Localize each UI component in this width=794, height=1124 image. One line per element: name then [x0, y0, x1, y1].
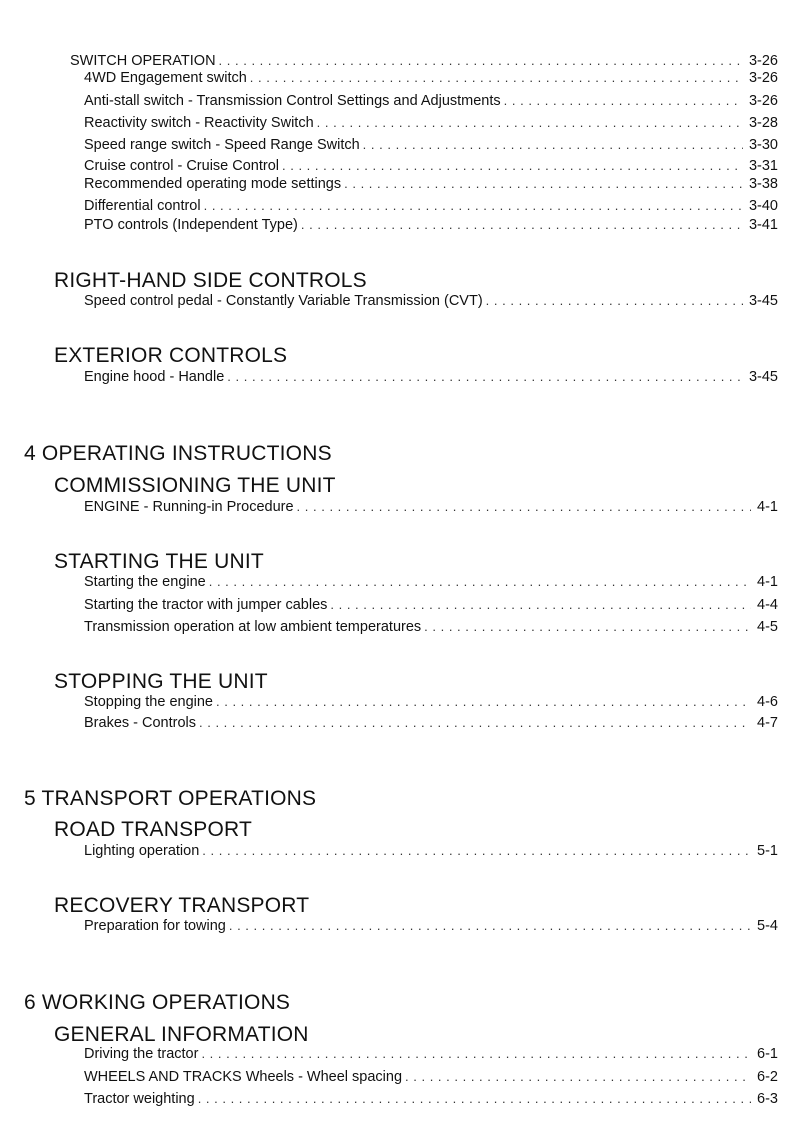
dot-leader [317, 114, 743, 132]
toc-entry[interactable] [84, 917, 778, 935]
toc-entry[interactable] [84, 197, 778, 215]
dot-leader [504, 92, 743, 110]
toc-entry-page: 3-26 [748, 53, 778, 69]
toc-entry-page: 6-3 [757, 1091, 778, 1107]
toc-entry-page: 4-1 [757, 499, 778, 515]
toc-entry-label: Preparation for towing [84, 918, 226, 934]
dot-leader [405, 1068, 751, 1086]
toc-entry[interactable] [84, 216, 778, 234]
toc-entry-label: PTO controls (Independent Type) [84, 217, 298, 233]
toc-entry[interactable] [84, 175, 778, 193]
toc-entry-label: Reactivity switch - Reactivity Switch [84, 115, 314, 131]
section-heading-exterior-controls: EXTERIOR CONTROLS [54, 344, 288, 367]
toc-entry[interactable] [84, 1090, 778, 1108]
dot-leader [344, 175, 743, 193]
dot-leader [219, 52, 743, 70]
toc-entry-label: Speed range switch - Speed Range Switch [84, 137, 360, 153]
toc-entry-label: Stopping the engine [84, 694, 213, 710]
toc-entry[interactable] [84, 618, 778, 636]
toc-entry-page: 3-26 [748, 93, 778, 109]
toc-entry-page: 3-26 [748, 70, 778, 86]
dot-leader [363, 136, 743, 154]
toc-entry-page: 4-7 [757, 715, 778, 731]
dot-leader [282, 157, 743, 175]
toc-entry[interactable] [84, 368, 778, 386]
dot-leader [227, 368, 743, 386]
dot-leader [424, 618, 751, 636]
toc-entry[interactable] [84, 498, 778, 516]
section-heading-stopping: STOPPING THE UNIT [54, 670, 268, 693]
toc-entry-switch-operation[interactable] [70, 52, 778, 70]
chapter-heading-5: 5 TRANSPORT OPERATIONS [24, 787, 317, 810]
chapter-heading-4: 4 OPERATING INSTRUCTIONS [24, 442, 332, 465]
dot-leader [201, 1045, 751, 1063]
toc-entry[interactable] [84, 157, 778, 175]
toc-entry-label: Recommended operating mode settings [84, 176, 342, 192]
toc-entry[interactable] [84, 1045, 778, 1063]
toc-entry-page: 6-2 [757, 1069, 778, 1085]
toc-entry-page: 3-40 [748, 198, 778, 214]
section-heading-road-transport: ROAD TRANSPORT [54, 818, 253, 841]
toc-entry-label: Transmission operation at low ambient temperatures [84, 619, 422, 635]
toc-entry[interactable] [84, 69, 778, 87]
toc-entry-page: 3-31 [748, 158, 778, 174]
section-heading-general-information: GENERAL INFORMATION [54, 1023, 309, 1046]
dot-leader [202, 842, 751, 860]
toc-entry-page: 3-28 [748, 115, 778, 131]
toc-entry-page: 5-4 [757, 918, 778, 934]
toc-entry-label: Cruise control - Cruise Control [84, 158, 280, 174]
toc-entry[interactable] [84, 842, 778, 860]
section-heading-commissioning: COMMISSIONING THE UNIT [54, 474, 336, 497]
toc-entry[interactable] [84, 714, 778, 732]
section-heading-right-hand-controls: RIGHT-HAND SIDE CONTROLS [54, 269, 367, 292]
toc-entry-page: 3-41 [748, 217, 778, 233]
section-heading-recovery-transport: RECOVERY TRANSPORT [54, 894, 310, 917]
dot-leader [216, 693, 751, 711]
toc-entry[interactable] [84, 693, 778, 711]
toc-entry[interactable] [84, 1068, 778, 1086]
toc-entry-page: 4-5 [757, 619, 778, 635]
toc-entry-label: 4WD Engagement switch [84, 70, 247, 86]
toc-entry-label: WHEELS AND TRACKS Wheels - Wheel spacing [84, 1069, 403, 1085]
toc-entry-label: Starting the engine [84, 574, 206, 590]
toc-entry[interactable] [84, 114, 778, 132]
dot-leader [250, 69, 743, 87]
section-heading-starting: STARTING THE UNIT [54, 550, 264, 573]
toc-entry-page: 4-6 [757, 694, 778, 710]
dot-leader [209, 573, 751, 591]
toc-entry-page: 3-45 [748, 293, 778, 309]
dot-leader [198, 1090, 751, 1108]
toc-entry-label: Differential control [84, 198, 201, 214]
dot-leader [204, 197, 743, 215]
dot-leader [229, 917, 751, 935]
toc-entry-label: Starting the tractor with jumper cables [84, 597, 328, 613]
toc-entry-page: 4-4 [757, 597, 778, 613]
toc-entry[interactable] [84, 92, 778, 110]
dot-leader [486, 292, 743, 310]
dot-leader [199, 714, 751, 732]
toc-entry-page: 3-45 [748, 369, 778, 385]
chapter-heading-6: 6 WORKING OPERATIONS [24, 991, 291, 1014]
toc-entry-label: Speed control pedal - Constantly Variable Transmission (CVT) [84, 293, 483, 309]
toc-entry-label: Tractor weighting [84, 1091, 195, 1107]
dot-leader [301, 216, 743, 234]
toc-entry-page: 5-1 [757, 843, 778, 859]
toc-entry-label: ENGINE - Running-in Procedure [84, 499, 294, 515]
toc-entry-label: Brakes - Controls [84, 715, 197, 731]
toc-entry-page: 6-1 [757, 1046, 778, 1062]
toc-entry-label: Driving the tractor [84, 1046, 199, 1062]
toc-entry[interactable] [84, 596, 778, 614]
dot-leader [330, 596, 751, 614]
toc-entry[interactable] [84, 573, 778, 591]
toc-entry-page: 3-30 [748, 137, 778, 153]
toc-entry-label: Anti-stall switch - Transmission Control Settings and Adjustments [84, 93, 501, 109]
toc-entry[interactable] [84, 292, 778, 310]
dot-leader [297, 498, 751, 516]
toc-entry-label: Engine hood - Handle [84, 369, 225, 385]
toc-entry-page: 4-1 [757, 574, 778, 590]
toc-entry-page: 3-38 [748, 176, 778, 192]
toc-entry-label: Lighting operation [84, 843, 200, 859]
toc-entry[interactable] [84, 136, 778, 154]
toc-entry-label: SWITCH OPERATION [70, 53, 216, 69]
